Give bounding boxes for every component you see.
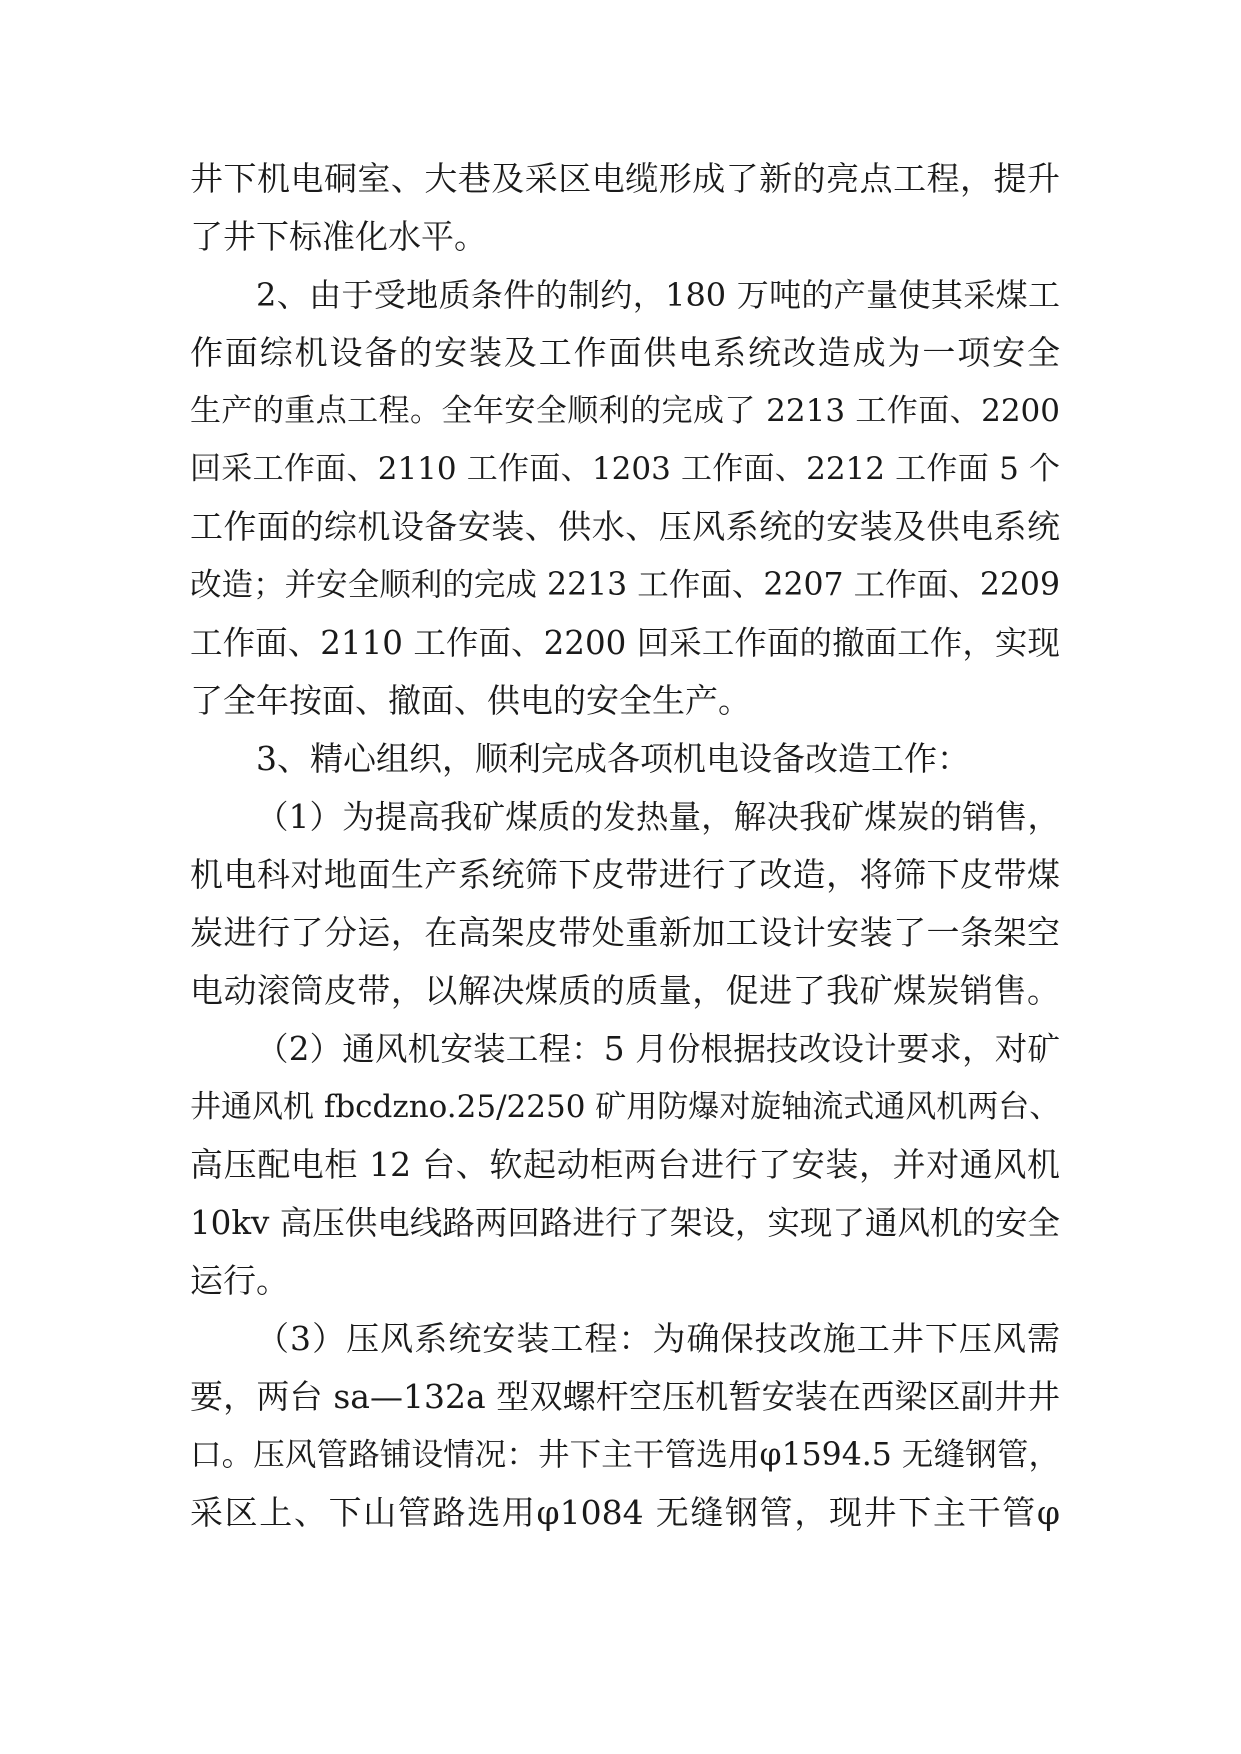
text-line: 口。压风管路铺设情况：井下主干管选用φ1594.5 无缝钢管， [190,1437,1060,1473]
text-line: （2）通风机安装工程：5 月份根据技改设计要求，对矿 [256,1030,1060,1068]
text-line: 工作面、2110 工作面、2200 回采工作面的撤面工作，实现 [190,624,1060,662]
text-line: 了井下标准化水平。 [190,217,487,256]
text-line: 3、精心组织，顺利完成各项机电设备改造工作： [256,739,970,778]
text-line: 要，两台 sa—132a 型双螺杆空压机暂安装在西梁区副井井 [190,1377,1060,1416]
text-line: 机电科对地面生产系统筛下皮带进行了改造，将筛下皮带煤 [190,855,1060,894]
text-line: 10kv 高压供电线路两回路进行了架设，实现了通风机的安全 [190,1204,1060,1242]
text-line: 井下机电硐室、大巷及采区电缆形成了新的亮点工程，提升 [190,159,1060,198]
text-line: （3）压风系统安装工程：为确保技改施工井下压风需 [256,1319,1060,1358]
text-line: 炭进行了分运，在高架皮带处重新加工设计安装了一条架空 [190,913,1060,952]
text-line: 运行。 [190,1261,289,1300]
text-line: 电动滚筒皮带，以解决煤质的质量，促进了我矿煤炭销售。 [190,971,1060,1010]
text-line: 采区上、下山管路选用φ1084 无缝钢管，现井下主干管φ [190,1493,1060,1532]
text-line: 工作面的综机设备安装、供水、压风系统的安装及供电系统 [190,507,1060,546]
text-line: 井通风机 fbcdzno.25/2250 矿用防爆对旋轴流式通风机两台、 [190,1089,1061,1125]
text-line: 2、由于受地质条件的制约，180 万吨的产量使其采煤工 [256,276,1060,314]
text-line: 生产的重点工程。全年安全顺利的完成了 2213 工作面、2200 [190,393,1060,429]
text-line: （1）为提高我矿煤质的发热量，解决我矿煤炭的销售， [256,798,1060,836]
text-line: 改造；并安全顺利的完成 2213 工作面、2207 工作面、2209 [190,567,1060,603]
text-line: 了全年按面、撤面、供电的安全生产。 [190,681,751,720]
text-line: 回采工作面、2110 工作面、1203 工作面、2212 工作面 5 个 [190,451,1060,487]
text-line: 高压配电柜 12 台、软起动柜两台进行了安装，并对通风机 [190,1145,1060,1184]
text-line: 作面综机设备的安装及工作面供电系统改造成为一项安全 [190,333,1060,372]
body-text [190,150,1060,1542]
